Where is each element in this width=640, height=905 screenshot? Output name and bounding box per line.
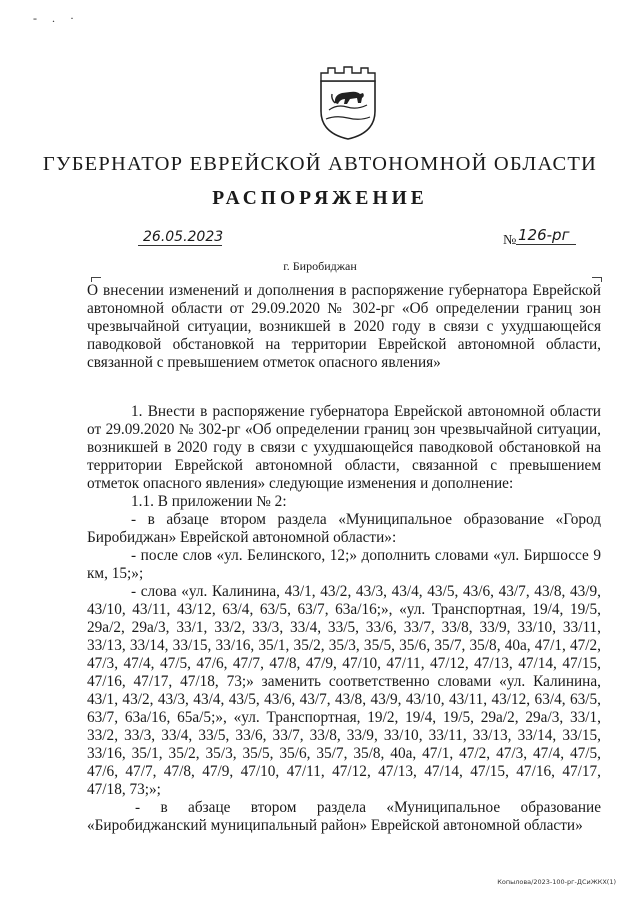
city-name: г. Биробиджан	[283, 259, 357, 273]
number-underline	[516, 244, 576, 245]
scan-marks: - . ·	[33, 11, 80, 25]
handwritten-number: 126-рг	[518, 226, 570, 244]
document-body	[87, 403, 601, 835]
handwritten-date: 26.05.2023	[143, 229, 224, 245]
paragraph-replace-words: - слова «ул. Калинина, 43/1, 43/2, 43/3, 43/4, 43/5, 43/6, 43/7, 43/8, 43/9, 43/10, 43/11, 43/12, 63/4, 63/5, 63/7, 63а/16;», «ул. Транспортная, 19/4, 19/5, 29а/2, 29а/3, 33/1, 33/2, 33/3, 33/4, 33/5, 33/6, 33/7, 33/8, 33/9, 33/10, 33/11, 33/13, 33/14, 33/15, 33/16, 35/1, 35/2, 35/3, 35/5, 35/6, 35/7, 35/8, 40а, 47/1, 47/2, 47/3, 47/4, 47/5, 47/6, 47/7, 47/8, 47/9, 47/10, 47/11, 47/12, 47/13, 47/14, 47/15, 47/16, 47/17, 47/18, 73;» заменить соответственно словами «ул. Калинина, 43/1, 43/2, 43/3, 43/4, 43/5, 43/6, 43/7, 43/8, 43/9, 43/10, 43/11, 43/12, 63/4, 63/5, 63/7, 63а/16, 65а/5;», «ул. Транспортная, 19/2, 19/4, 19/5, 29а/2, 29а/3, 33/1, 33/2, 33/3, 33/4, 33/5, 33/6, 33/7, 33/8, 33/9, 33/10, 33/11, 33/13, 33/14, 33/15, 33/16, 35/1, 35/2, 35/3, 35/5, 35/6, 35/7, 35/8, 40а, 47/1, 47/2, 47/3, 47/4, 47/5, 47/6, 47/7, 47/8, 47/9, 47/10, 47/11, 47/12, 47/13, 47/14, 47/15, 47/16, 47/17, 47/18, 73;»;	[87, 583, 601, 798]
coat-of-arms-emblem	[317, 63, 379, 141]
number-label: №	[503, 233, 517, 248]
paragraph-section-city: - в абзаце втором раздела «Муниципальное образование «Город Биробиджан» Еврейской автономной области»:	[87, 511, 601, 546]
paragraph-add-words: - после слов «ул. Белинского, 12;» дополнить словами «ул. Биршоссе 9 км, 15;»;	[87, 547, 601, 582]
document-title: О внесении изменений и дополнения в распоряжение губернатора Еврейской автономной области от 29.09.2020 № 302-рг «Об определении границ зон чрезвычайной ситуации, возникшей в 2020 году в связи с ухудшающейся паводковой обстановкой на территории Еврейской автономной области, связанной с превышением отметок опасного явления»	[87, 282, 601, 371]
paragraph-1-1: 1.1. В приложении № 2:	[131, 493, 287, 510]
authority-heading: ГУБЕРНАТОР ЕВРЕЙСКОЙ АВТОНОМНОЙ ОБЛАСТИ	[42, 153, 598, 175]
footer-reference: Копылова/2023-100-рг-ДСиЖКХ(1)	[497, 878, 616, 886]
date-underline	[138, 245, 222, 246]
document-type: РАСПОРЯЖЕНИЕ	[212, 188, 428, 209]
paragraph-section-district: - в абзаце втором раздела «Муниципальное образование «Биробиджанский муниципальный район» Еврейской автономной области»	[87, 799, 601, 834]
paragraph-1: 1. Внести в распоряжение губернатора Еврейской автономной области от 29.09.2020 № 302-рг «Об определении границ зон чрезвычайной ситуации, возникшей в 2020 году в связи с ухудшающейся паводковой обстановкой на территории Еврейской автономной области, связанной с превышением отметок опасного явления» следующие изменения и дополнение:	[87, 403, 601, 492]
